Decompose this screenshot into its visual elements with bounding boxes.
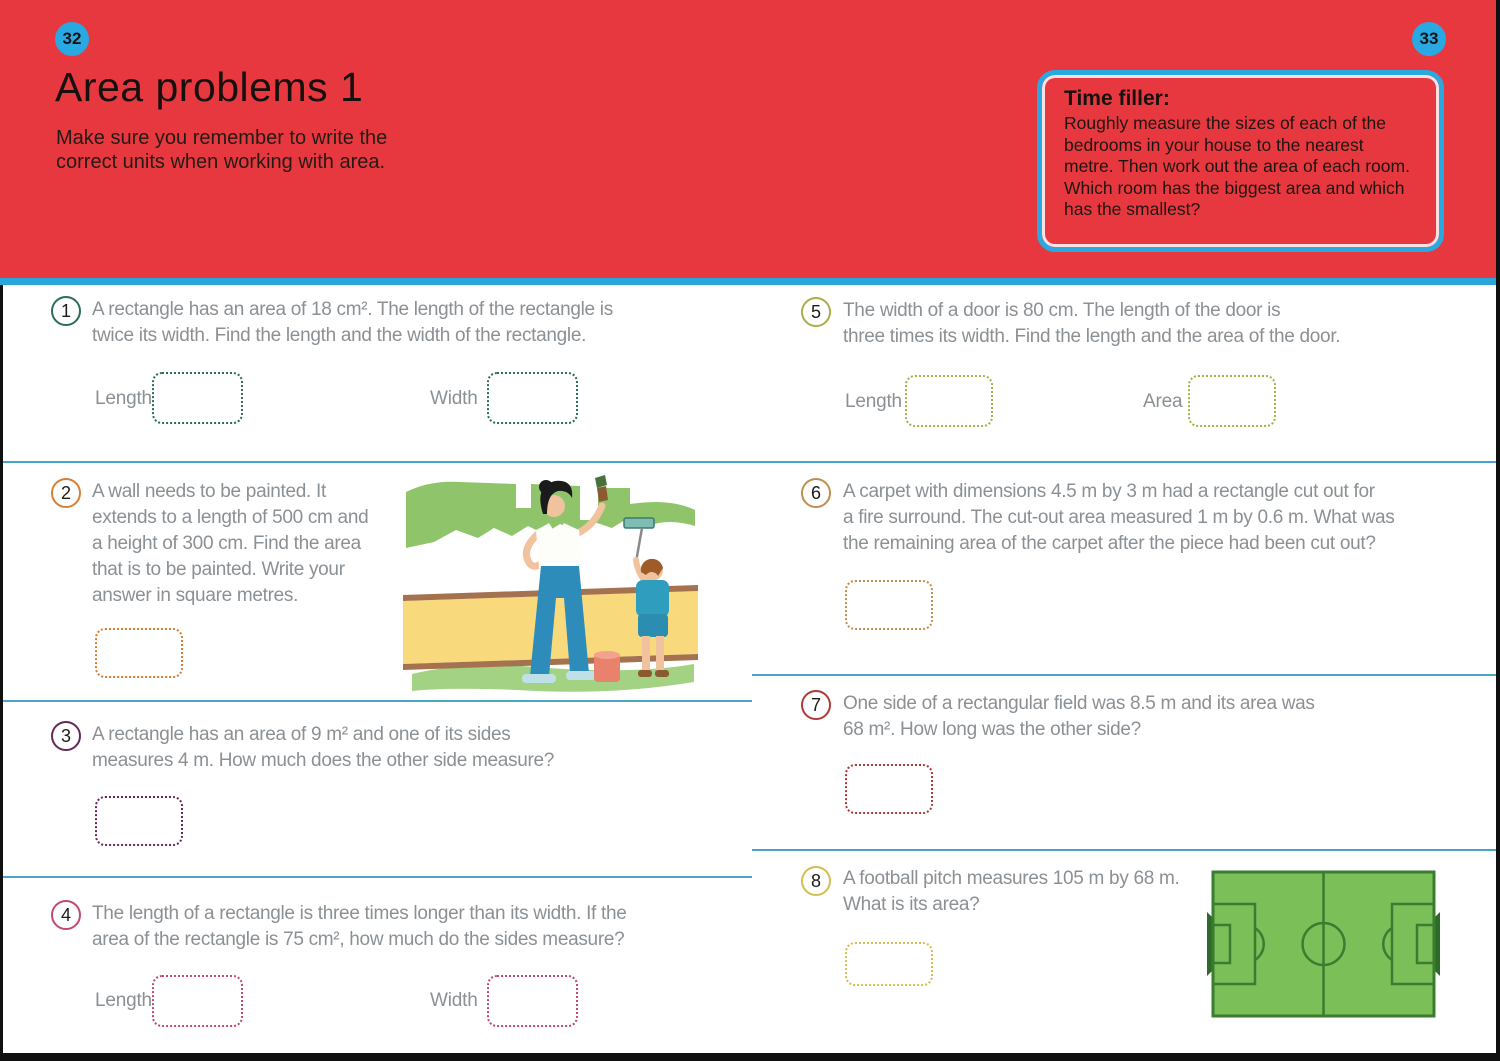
problem-4-number: 4 bbox=[51, 900, 81, 930]
problem-6-text: A carpet with dimensions 4.5 m by 3 m had a rectangle cut out for a fire surround. The cut-out area measured 1 m by 0.6 m. What was the remaining area of the carpet after the piece had been cut out? bbox=[843, 481, 1395, 554]
page-number-right-text: 33 bbox=[1419, 29, 1439, 48]
page-edge-bottom bbox=[0, 1053, 1500, 1061]
problem-1-width-answer-box[interactable] bbox=[487, 372, 578, 424]
football-pitch-illustration bbox=[1205, 868, 1442, 1020]
problem-2-answer-box[interactable] bbox=[95, 628, 183, 678]
header-blue-stripe bbox=[0, 278, 1500, 285]
problem-7-number: 7 bbox=[801, 690, 831, 720]
problem-6-number: 6 bbox=[801, 478, 831, 508]
problem-4-width-label: Width bbox=[430, 990, 478, 1011]
page-title: Area problems 1 bbox=[55, 64, 364, 110]
problem-1-width-label: Width bbox=[430, 388, 478, 409]
page-number-left-text: 32 bbox=[62, 29, 82, 48]
page-subtitle-line2: correct units when working with area. bbox=[56, 151, 386, 173]
time-filler-title: Time filler: bbox=[1064, 87, 1170, 110]
page-number-left bbox=[55, 22, 89, 56]
problem-5-area-answer-box[interactable] bbox=[1188, 375, 1276, 427]
problem-8-text: A football pitch measures 105 m by 68 m. What is its area? bbox=[843, 868, 1180, 915]
problem-1-length-label: Length bbox=[95, 388, 152, 409]
problem-5-number: 5 bbox=[801, 297, 831, 327]
page-edge-left bbox=[0, 285, 3, 1061]
painting-wall-illustration bbox=[398, 468, 703, 700]
time-filler-body: Roughly measure the sizes of each of the bedrooms in your house to the nearest metre. Then work out the area of each room. Which room has the biggest area and which has the smallest? bbox=[1064, 113, 1410, 219]
problem-5-length-label: Length bbox=[845, 391, 902, 412]
problem-3-text: A rectangle has an area of 9 m² and one of its sides measures 4 m. How much does the other side measure? bbox=[92, 724, 555, 771]
divider-row1 bbox=[0, 461, 1500, 463]
page-edge-right bbox=[1496, 0, 1500, 1061]
problem-5-area-label: Area bbox=[1143, 391, 1183, 412]
problem-4-text: The length of a rectangle is three times longer than its width. If the area of the rectangle is 75 cm², how much do the sides measure? bbox=[92, 903, 627, 950]
page-subtitle-line1: Make sure you remember to write the bbox=[56, 127, 388, 149]
problem-1-length-answer-box[interactable] bbox=[152, 372, 243, 424]
problem-7-answer-box[interactable] bbox=[845, 764, 933, 814]
problem-2-number: 2 bbox=[51, 478, 81, 508]
problem-8-answer-box[interactable] bbox=[845, 942, 933, 986]
time-filler-box bbox=[1037, 70, 1444, 252]
problem-3-number: 3 bbox=[51, 721, 81, 751]
problem-3-answer-box[interactable] bbox=[95, 796, 183, 846]
problem-4-length-answer-box[interactable] bbox=[152, 975, 243, 1027]
page-number-right bbox=[1412, 22, 1446, 56]
divider-left-3 bbox=[0, 876, 752, 878]
problem-6-answer-box[interactable] bbox=[845, 580, 933, 630]
problem-4-width-answer-box[interactable] bbox=[487, 975, 578, 1027]
problem-8-number: 8 bbox=[801, 866, 831, 896]
divider-right-2 bbox=[752, 674, 1500, 676]
problem-1-number: 1 bbox=[51, 296, 81, 326]
problem-1-text: A rectangle has an area of 18 cm². The length of the rectangle is twice its width. Find the length and the width of the rectangle. bbox=[92, 299, 613, 346]
problem-4-length-label: Length bbox=[95, 990, 152, 1011]
problem-5-length-answer-box[interactable] bbox=[905, 375, 993, 427]
problem-7-text: One side of a rectangular field was 8.5 m and its area was 68 m². How long was the other side? bbox=[843, 693, 1315, 740]
divider-left-2 bbox=[0, 700, 752, 702]
divider-right-3 bbox=[752, 849, 1500, 851]
problem-5-text: The width of a door is 80 cm. The length of the door is three times its width. Find the length and the area of the door. bbox=[843, 300, 1341, 347]
problem-2-text: A wall needs to be painted. It extends to a length of 500 cm and a height of 300 cm. Find the area that is to be painted. Write your answer in square metres. bbox=[92, 481, 369, 606]
